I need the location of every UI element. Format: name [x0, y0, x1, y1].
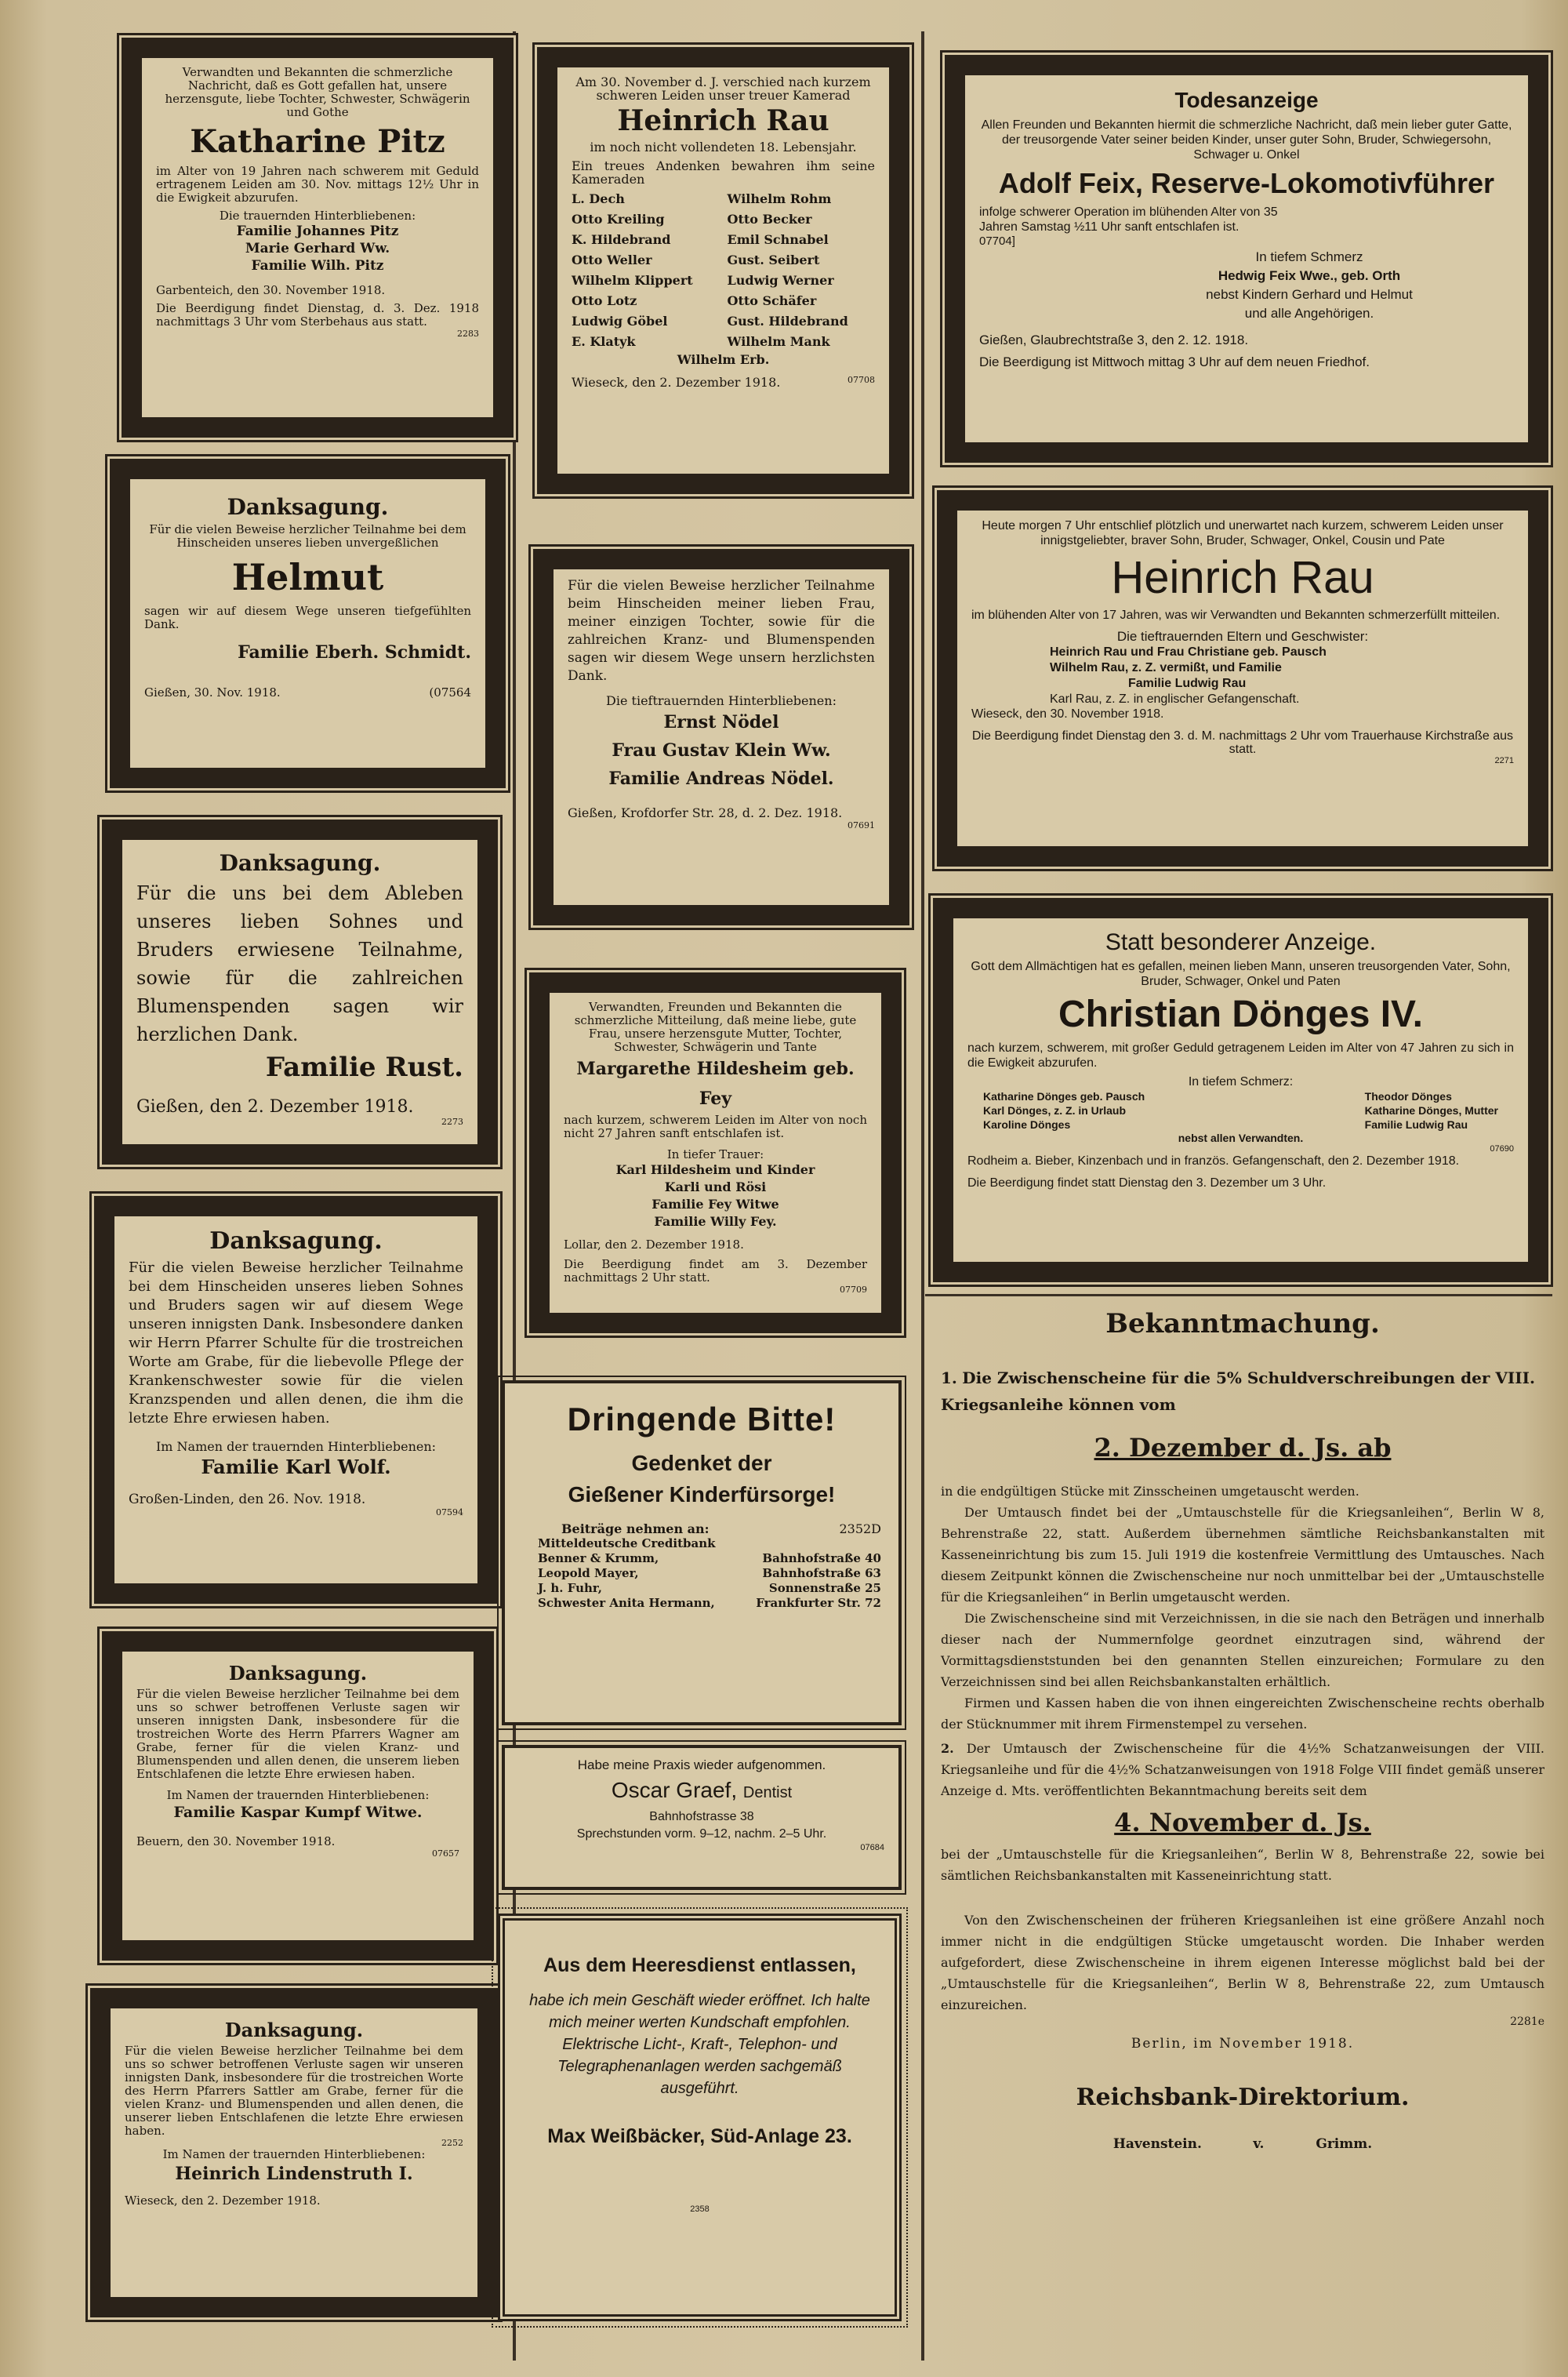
rau-kameraden-age: im noch nicht vollendeten 18. Lebensjahr. — [590, 140, 857, 154]
kamerad-name: Emil Schnabel — [727, 232, 829, 247]
notice-p3: Die Zwischenscheine sind mit Verzeichnissen, in die sie nach den Beträgen und innerhalb dieser nach der Nummernfolge geordnet einzutragen sind, während der Vormittagsdienststunden bei den genannten Stellen einzureichen; Formulare zu den Verzeichnissen sind bei allen Reichsbankanstalten erhältlich. — [941, 1611, 1544, 1689]
schmidt-thanks: sagen wir auf diesem Wege unseren tiefgefühlten Dank. — [144, 604, 471, 631]
ad-lindenstruth — [90, 1988, 498, 2317]
ad-heinrich-rau-kameraden — [537, 47, 909, 494]
rau-family-code: 2271 — [1494, 756, 1514, 765]
feix-text: infolge schwerer Operation im blühenden Alter von 35 Jahren Samstag ½11 Uhr sanft entschlafen ist. — [979, 205, 1278, 234]
ad-dringende-bitte — [502, 1380, 902, 1725]
notice-date2: 4. November d. Js. — [1114, 1808, 1371, 1837]
notice-p1-rest: in die endgültigen Stücke mit Zinsscheinen umgetauscht werden. — [941, 1484, 1359, 1499]
doenges-mourner: Familie Ludwig Rau — [1364, 1118, 1468, 1131]
bitte-sub1: Gedenket der — [631, 1451, 772, 1475]
pitz-mourner: Familie Johannes Pitz — [236, 224, 399, 239]
feix-name: Adolf Feix, Reserve-Lokomotivführer — [998, 167, 1495, 199]
kamerad-name: Otto Weller — [572, 253, 652, 267]
weissbaecker-text: habe ich mein Geschäft wieder eröffnet. Ich halte mich meiner werten Kundschaft empfohlen. Elektrische Licht-, Kraft-, Telephon- und Telegraphenanlagen werden sachgemäß ausgeführt. — [529, 1992, 870, 2097]
bitte-bank: Mitteldeutsche Creditbank — [538, 1536, 716, 1550]
feix-code: 07704] — [979, 234, 1015, 248]
hildesheim-text: nach kurzem, schwerem Leiden im Alter von noch nicht 27 Jahren sanft entschlafen ist. — [564, 1113, 867, 1140]
kamerad-name: Gust. Hildebrand — [727, 314, 848, 329]
rust-family: Familie Rust. — [265, 1052, 463, 1083]
weissbaecker-title: Aus dem Heeresdienst entlassen, — [543, 1954, 856, 1976]
wolf-text: Für die vielen Beweise herzlicher Teilnahme bei dem Hinscheiden unseres lieben Sohnes und Bruders sagen wir auf diesem Wege unseren innigsten Dank. Insbesondere danken wir Herrn Pfarrer Schulte für die trostreichen Worte am Grabe, für die liebevolle Pflege der Krankenschwester sowie für die vielen Kranzspenden und allen denen, die ihm die letzte Ehre erwiesen haben. — [129, 1259, 463, 1427]
rau-family-mourner: Heinrich Rau und Frau Christiane geb. Pausch — [1050, 645, 1327, 659]
graef-hours: Sprechstunden vorm. 9–12, nachm. 2–5 Uhr. — [576, 1827, 827, 1841]
bitte-row — [538, 1551, 881, 1566]
notice-number: 2. — [941, 1741, 954, 1756]
wolf-code: 07594 — [436, 1507, 463, 1517]
kamerad-name: Otto Becker — [727, 212, 812, 227]
graef-line1: Habe meine Praxis wieder aufgenommen. — [577, 1757, 826, 1772]
doenges-name: Christian Dönges IV. — [1058, 994, 1423, 1035]
pitz-text: im Alter von 19 Jahren nach schwerem mit Geduld ertragenem Leiden am 30. Nov. mittags 12½ Uhr in die Ewigkeit abzurufen. — [156, 164, 479, 205]
bitte-sub2: Gießener Kinderfürsorge! — [568, 1482, 836, 1507]
bitte-row — [538, 1536, 881, 1551]
weissbaecker-code: 2358 — [690, 2204, 710, 2214]
bitte-address: Sonnenstraße 25 — [768, 1581, 881, 1595]
graef-title: Dentist — [742, 1784, 793, 1801]
doenges-place-date: Rodheim a. Bieber, Kinzenbach und in französ. Gefangenschaft, den 2. Dezember 1918. — [967, 1154, 1460, 1168]
rau-family-text: im blühenden Alter von 17 Jahren, was wir Verwandten und Bekannten schmerzerfüllt mitteilen. — [971, 609, 1501, 622]
rust-place-date: Gießen, den 2. Dezember 1918. — [136, 1097, 414, 1117]
bitte-address: Bahnhofstraße 40 — [762, 1551, 881, 1565]
bitte-row — [538, 1596, 881, 1611]
kamerad-name: Otto Schäfer — [727, 293, 817, 308]
ad-christian-doenges — [933, 898, 1548, 1282]
pitz-code: 2283 — [457, 329, 479, 339]
lindenstruth-code: 2252 — [441, 2138, 463, 2148]
notice-signature: Havenstein. — [1112, 2136, 1202, 2152]
schmidt-name: Helmut — [231, 556, 384, 598]
kamerad-name: L. Dech — [572, 191, 625, 206]
doenges-code: 07690 — [1490, 1144, 1514, 1154]
notice-place-date: Berlin, im November 1918. — [1131, 2036, 1355, 2052]
feix-relatives: und alle Angehörigen. — [1244, 306, 1374, 321]
bitte-row — [538, 1581, 881, 1596]
hildesheim-funeral: Die Beerdigung findet am 3. Dezember nachmittags 2 Uhr statt. — [564, 1257, 867, 1285]
rau-family-place-date: Wieseck, den 30. November 1918. — [971, 707, 1164, 721]
ad-kaspar-kumpf — [102, 1631, 494, 1961]
ad-helmut-schmidt — [110, 459, 506, 788]
notice-bekanntmachung — [925, 1302, 1552, 2345]
bitte-bank: Leopold Mayer, — [538, 1566, 639, 1580]
feix-widow: Hedwig Feix Wwe., geb. Orth — [1218, 268, 1401, 283]
ad-margarethe-hildesheim — [529, 972, 902, 1333]
feix-children: nebst Kindern Gerhard und Helmut — [1206, 287, 1413, 302]
notice-p6: bei der „Umtauschstelle für die Kriegsanleihen“, Berlin W 8, Behrenstraße 22, sowie bei sämtlichen Reichsbankanstalten mit Kasseneinrichtung statt. — [941, 1847, 1544, 1883]
noedel-mourner: Ernst Nödel — [663, 712, 779, 732]
pitz-place-date: Garbenteich, den 30. November 1918. — [156, 283, 386, 297]
pitz-name: Katharine Pitz — [190, 123, 445, 160]
schmidt-text: Für die vielen Beweise herzlicher Teilnahme bei dem Hinscheiden unseres lieben unvergeßlichen — [149, 522, 466, 550]
ad-familie-rust — [102, 820, 498, 1165]
kamerad-name: Wilhelm Klippert — [572, 273, 693, 288]
rau-kameraden-intro: Am 30. November d. J. verschied nach kurzem schweren Leiden unser treuer Kamerad — [575, 75, 871, 103]
doenges-mourner: Katharine Dönges, Mutter — [1364, 1104, 1498, 1117]
hildesheim-mourner: Karl Hildesheim und Kinder — [615, 1162, 815, 1177]
kamerad-name: Ludwig Werner — [727, 273, 834, 288]
kamerad-name: Wilhelm Mank — [727, 334, 830, 349]
rau-kameraden-code: 07708 — [848, 375, 875, 385]
rau-family-name: Heinrich Rau — [1111, 552, 1374, 603]
doenges-text: nach kurzem, schwerem, mit großer Geduld getragenem Leiden im Alter von 47 Jahren zu sich in die Ewigkeit abzurufen. — [967, 1041, 1514, 1070]
pitz-mourner: Marie Gerhard Ww. — [245, 241, 390, 256]
bitte-bank: Benner & Krumm, — [538, 1551, 659, 1565]
doenges-grief: In tiefem Schmerz: — [1188, 1075, 1294, 1089]
rau-family-mourner: Karl Rau, z. Z. in englischer Gefangenschaft. — [1050, 692, 1300, 706]
ad-oscar-graef — [502, 1745, 902, 1890]
feix-place-date: Gießen, Glaubrechtstraße 3, den 2. 12. 1918. — [979, 333, 1249, 347]
graef-code: 07684 — [860, 1843, 884, 1852]
bitte-bank: J. h. Fuhr, — [538, 1581, 602, 1595]
doenges-mourner: Katharine Dönges geb. Pausch — [983, 1090, 1145, 1103]
notice-p4: Firmen und Kassen haben die von ihnen eingereichten Zwischenscheine rechts oberhalb der Stücknummer mit ihrem Firmenstempel zu versehen. — [941, 1696, 1544, 1732]
notice-p7: Von den Zwischenscheinen der früheren Kriegsanleihen ist eine größere Anzahl noch immer nicht in die endgültigen Stücke umgetauscht worden. Die Inhaber werden aufgefordert, diese Zwischenscheine in ihrem eigenen Interesse möglichst bald bei der „Umtauschstelle für die Kriegsanleihen“, Berlin W 8, Behrenstraße 22, zum Umtausch einzureichen. — [941, 1913, 1544, 2012]
doenges-mourner: Karoline Dönges — [983, 1118, 1071, 1131]
kumpf-family: Familie Kaspar Kumpf Witwe. — [173, 1804, 423, 1821]
feix-intro: Allen Freunden und Bekannten hiermit die schmerzliche Nachricht, daß mein lieber guter Gatte, der treusorgende Vater seiner beiden Kinder, unser guter Sohn, Bruder, Schwiegersohn, Schwager u. Onkel — [981, 118, 1512, 162]
rust-code: 2273 — [441, 1117, 463, 1127]
ad-katharine-pitz — [122, 38, 514, 438]
kumpf-code: 07657 — [432, 1848, 459, 1859]
wolf-heading: Im Namen der trauernden Hinterbliebenen: — [155, 1439, 437, 1454]
rust-title: Danksagung. — [219, 850, 381, 876]
kamerad-name: Ludwig Göbel — [572, 314, 668, 329]
bitte-title: Dringende Bitte! — [567, 1401, 837, 1437]
noedel-place-date: Gießen, Krofdorfer Str. 28, d. 2. Dez. 1918. — [568, 805, 843, 820]
hildesheim-mourner: Karli und Rösi — [664, 1179, 767, 1194]
column-rule — [921, 31, 924, 2361]
doenges-title: Statt besonderer Anzeige. — [1105, 929, 1377, 955]
ad-familie-wolf — [94, 1196, 498, 1604]
kamerad-name: K. Hildebrand — [572, 232, 671, 247]
hildesheim-place-date: Lollar, den 2. Dezember 1918. — [564, 1238, 744, 1252]
bitte-row — [538, 1566, 881, 1581]
doenges-mourner: Karl Dönges, z. Z. in Urlaub — [983, 1104, 1127, 1117]
pitz-mourners-heading: Die trauernden Hinterbliebenen: — [219, 209, 416, 223]
kumpf-place-date: Beuern, den 30. November 1918. — [136, 1834, 336, 1848]
bitte-code: 2352D — [839, 1521, 881, 1536]
graef-address: Bahnhofstrasse 38 — [649, 1810, 754, 1823]
noedel-mourners-heading: Die tieftrauernden Hinterbliebenen: — [606, 693, 837, 708]
noedel-mourner: Familie Andreas Nödel. — [608, 769, 834, 789]
lindenstruth-heading: Im Namen der trauernden Hinterbliebenen: — [162, 2147, 426, 2161]
feix-title: Todesanzeige — [1174, 88, 1319, 112]
schmidt-family: Familie Eberh. Schmidt. — [238, 642, 471, 663]
rust-text: Für die uns bei dem Ableben unseres lieben Sohnes und Bruders erwiesene Teilnahme, sowie für die zahlreichen Blumenspenden sagen wir herzlichen Dank. — [136, 882, 463, 1045]
kamerad-name: Otto Lotz — [572, 293, 637, 308]
doenges-mourner: Theodor Dönges — [1364, 1090, 1452, 1103]
rau-kameraden-name: Heinrich Rau — [617, 104, 829, 137]
pitz-intro: Verwandten und Bekannten die schmerzliche Nachricht, daß es Gott gefallen hat, unsere herzensgute, liebe Tochter, Schwester, Schwägerin und Gothe — [165, 65, 470, 119]
bitte-address: Frankfurter Str. 72 — [756, 1596, 881, 1610]
graef-name: Oscar Graef, — [611, 1778, 738, 1802]
schmidt-title: Danksagung. — [227, 494, 389, 520]
bitte-address: Bahnhofstraße 63 — [762, 1566, 881, 1580]
notice-title: Bekanntmachung. — [1105, 1308, 1380, 1339]
pitz-mourner: Familie Wilh. Pitz — [251, 258, 384, 274]
rau-family-funeral: Die Beerdigung findet Dienstag den 3. d. M. nachmittags 2 Uhr vom Trauerhause Kirchstraße aus statt. — [971, 729, 1514, 756]
kamerad-name: Gust. Seibert — [727, 253, 820, 267]
rau-family-mourners-heading: Die tieftrauernden Eltern und Geschwister: — [1116, 629, 1369, 644]
feix-funeral: Die Beerdigung ist Mittwoch mittag 3 Uhr auf dem neuen Friedhof. — [979, 354, 1370, 369]
doenges-funeral: Die Beerdigung findet statt Dienstag den 3. Dezember um 3 Uhr. — [967, 1176, 1327, 1190]
schmidt-code: (07564 — [429, 685, 471, 700]
bitte-bank: Schwester Anita Hermann, — [538, 1596, 715, 1610]
lindenstruth-name: Heinrich Lindenstruth I. — [175, 2164, 413, 2184]
pitz-funeral: Die Beerdigung findet Dienstag, d. 3. Dez. 1918 nachmittags 3 Uhr vom Sterbehaus aus statt. — [156, 301, 479, 329]
hildesheim-mourner: Familie Willy Fey. — [654, 1214, 777, 1229]
wolf-family: Familie Karl Wolf. — [201, 1456, 391, 1478]
kamerad-name: E. Klatyk — [572, 334, 636, 349]
kumpf-title: Danksagung. — [228, 1662, 368, 1685]
noedel-code: 07691 — [848, 820, 875, 830]
doenges-intro: Gott dem Allmächtigen hat es gefallen, meinen lieben Mann, unseren treusorgenden Vater, Sohn, Bruder, Schwager, Onkel und Paten — [971, 960, 1511, 988]
notice-number: 1. — [941, 1368, 957, 1387]
bitte-label: Beiträge nehmen an: — [561, 1521, 710, 1536]
hildesheim-code: 07709 — [840, 1285, 867, 1295]
ad-noedel — [533, 549, 909, 925]
notice-p1-lead: Die Zwischenscheine für die 5% Schuldverschreibungen der VIII. Kriegsanleihe können vom — [941, 1368, 1535, 1414]
ad-weissbaecker — [498, 1914, 902, 2321]
rau-kameraden-memory: Ein treues Andenken bewahren ihm seine Kameraden — [572, 158, 875, 187]
kumpf-text: Für die vielen Beweise herzlicher Teilnahme bei dem uns so schwer betroffenen Verluste sagen wir unseren innigsten Dank, insbesondere für die trostreichen Worte des Herrn Pfarrers Wagner am Grabe, ferner für die vielen Kranz- und Blumenspenden und allen denen, die unserem lieben Entschlafenen die letzte Ehre erwiesen haben. — [136, 1687, 459, 1781]
lindenstruth-place-date: Wieseck, den 2. Dezember 1918. — [125, 2193, 321, 2208]
kamerad-name: Otto Kreiling — [572, 212, 665, 227]
section-rule — [925, 1294, 1552, 1296]
rau-family-mourner: Wilhelm Rau, z. Z. vermißt, und Familie — [1050, 661, 1282, 674]
ad-adolf-feix — [945, 55, 1548, 463]
lindenstruth-text: Für die vielen Beweise herzlicher Teilnahme bei dem uns so schwer betroffenen Verluste sagen wir unseren innigsten Dank, insbesondere für die trostreichen Worte des Herrn Pfarrers Sattler am Grabe, ferner für die vielen Kranz- und Blumenspenden und allen denen, die unserer lieben Entschlafenen die letzte Ehre erwiesen haben. — [125, 2044, 463, 2138]
hildesheim-grief: In tiefer Trauer: — [666, 1147, 764, 1161]
notice-issuer: Reichsbank-Direktorium. — [1076, 2084, 1410, 2111]
schmidt-place-date: Gießen, 30. Nov. 1918. — [144, 685, 281, 700]
wolf-title: Danksagung. — [209, 1227, 383, 1255]
weissbaecker-name: Max Weißbäcker, Süd-Anlage 23. — [547, 2125, 852, 2147]
ad-heinrich-rau-family — [937, 490, 1548, 867]
feix-grief: In tiefem Schmerz — [1255, 249, 1363, 264]
hildesheim-name: Margarethe Hildesheim geb. Fey — [576, 1059, 855, 1109]
notice-date1: 2. Dezember d. Js. ab — [1094, 1433, 1392, 1463]
hildesheim-intro: Verwandten, Freunden und Bekannten die schmerzliche Mitteilung, daß meine liebe, gute Frau, unsere herzensgute Mutter, Tochter, Schwester, Schwägerin und Tante — [574, 1000, 857, 1054]
kamerad-name: Wilhelm Erb. — [677, 352, 770, 367]
notice-code: 2281e — [1510, 2015, 1544, 2028]
notice-p2: Der Umtausch findet bei der „Umtauschstelle für die Kriegsanleihen“, Berlin W 8, Behrenstraße 22, statt. Außerdem übernehmen sämtliche Reichsbankanstalten mit Kasseneinrichtung bis zum 15. Juli 1919 die kostenfreie Vermittlung des Umtausches. Nach diesem Zeitpunkt können die Zwischenscheine nur noch unmittelbar bei der „Umtauschstelle für die Kriegsanleihen“ in Berlin umgetauscht werden. — [941, 1505, 1544, 1605]
wolf-place-date: Großen-Linden, den 26. Nov. 1918. — [129, 1492, 366, 1507]
rau-family-intro: Heute morgen 7 Uhr entschlief plötzlich und unerwartet nach kurzem, schwerem Leiden unser innigstgeliebter, braver Sohn, Bruder, Schwager, Onkel, Cousin und Pate — [982, 519, 1504, 547]
noedel-text: Für die vielen Beweise herzlicher Teilnahme beim Hinscheiden meiner lieben Frau, meiner einzigen Tochter, sowie für die zahlreichen Kranz- und Blumenspenden sagen wir diesem Wege unsern herzlichsten Dank. — [568, 578, 875, 684]
kamerad-name: Wilhelm Rohm — [727, 191, 832, 206]
rau-family-mourner: Familie Ludwig Rau — [1128, 677, 1247, 690]
kumpf-heading: Im Namen der trauernden Hinterbliebenen: — [166, 1788, 430, 1802]
rau-kameraden-place-date: Wieseck, den 2. Dezember 1918. — [572, 375, 781, 390]
notice-p5: Der Umtausch der Zwischenscheine für die 4½% Schatzanweisungen der VIII. Kriegsanleihe und für die 4½% Schatzanweisungen von 1918 Folge VIII findet gemäß unserer Anzeige d. Mts. veröffentlichten Bekanntmachung bereits seit dem — [941, 1741, 1544, 1798]
noedel-mourner: Frau Gustav Klein Ww. — [612, 740, 831, 761]
hildesheim-mourner: Familie Fey Witwe — [652, 1197, 779, 1212]
lindenstruth-title: Danksagung. — [224, 2019, 364, 2041]
doenges-relatives: nebst allen Verwandten. — [1178, 1132, 1304, 1144]
notice-signature: v. Grimm. — [1253, 2136, 1373, 2152]
